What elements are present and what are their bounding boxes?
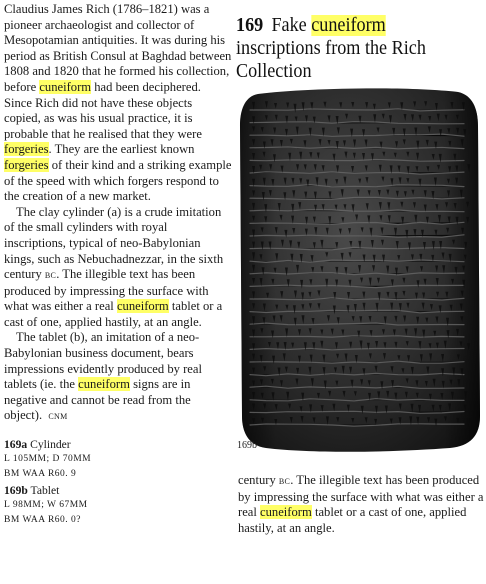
text-segment: . The illegible text has been produced by impressing the surface with what was either a real [238, 473, 484, 520]
era-abbrev: bc [44, 269, 57, 282]
catalog-ref: BM WAA R60. 0? [4, 515, 82, 526]
text-segment: . The illegible text has been produced by impressing the surface with what was either a real [4, 267, 209, 314]
highlight-cuneiform: cuneiform [116, 299, 169, 314]
highlight-forgeries: forgeries [4, 157, 49, 172]
highlight-cuneiform: cuneiform [78, 377, 130, 392]
catalog-dims: L 98MM; W 67MM [4, 499, 88, 510]
tablet-photo [236, 86, 484, 466]
figure-heading [236, 14, 465, 83]
text-segment: tablet or a cast of one, applied hastily, at an angle. [4, 299, 223, 329]
catalog-entries [4, 437, 232, 528]
continued-text [238, 473, 484, 536]
catalog-dims: L 105MM; D 70MM [4, 454, 92, 465]
figure-number: 169 [236, 15, 264, 36]
catalog-name: Cylinder [30, 438, 71, 452]
text-segment: of their kind and a striking example of the speed with which forgers respond to the creation of a new market. [4, 157, 232, 204]
paragraph-rich [4, 2, 232, 205]
text-segment: . They are the earliest known [48, 142, 195, 157]
highlight-cuneiform: cuneiform [260, 505, 312, 520]
text-segment: century [238, 473, 276, 487]
author-initials: cnm [48, 410, 68, 423]
text-segment: The tablet (b), an imitation of a neo-Babylonian business document, bears impressions evidently produced by real tablets (ie. the [4, 330, 202, 392]
heading-text: Fake [271, 15, 307, 36]
paragraph-tablet [4, 330, 232, 425]
highlight-cuneiform: cuneiform [311, 15, 386, 36]
text-segment: tablet or a cast of one, applied hastily, at an angle. [238, 505, 467, 535]
image-caption: 169b [237, 440, 257, 451]
text-segment: had been deciphered. Since Rich did not have these objects copied, as was his usual practice, it is probable that he realised that they were [4, 79, 202, 141]
highlight-cuneiform: cuneiform [39, 79, 92, 94]
catalog-name: Tablet [30, 483, 60, 497]
catalog-id: 169a [4, 438, 28, 452]
catalog-entry-169a [4, 437, 232, 452]
highlight-forgeries: forgeries [4, 142, 49, 157]
heading-text: inscriptions from the Rich Collection [236, 38, 426, 82]
tablet-image [236, 86, 484, 466]
text-segment: The clay cylinder (a) is a crude imitation of the small cylinders with royal inscriptions, typical of neo-Babylonian kings, such as Nebuchadnezzar, in the sixth century [4, 204, 224, 282]
paragraph-cylinder [4, 205, 232, 331]
catalog-entry-169b [4, 483, 232, 498]
body-text-column [4, 2, 232, 528]
paragraph-continued [238, 473, 484, 536]
text-segment: signs are in negative and cannot be read from the object). [4, 377, 191, 423]
era-abbrev: bc [278, 475, 291, 487]
catalog-id: 169b [4, 483, 28, 497]
text-segment: Claudius James Rich (1786–1821) was a pioneer archaeologist and collector of Mesopotamian antiquities. It was during his period as British Consul at Baghdad between 1808 and 1820 that he formed his collection, before [4, 2, 232, 94]
catalog-ref: BM WAA R60. 9 [4, 469, 77, 480]
